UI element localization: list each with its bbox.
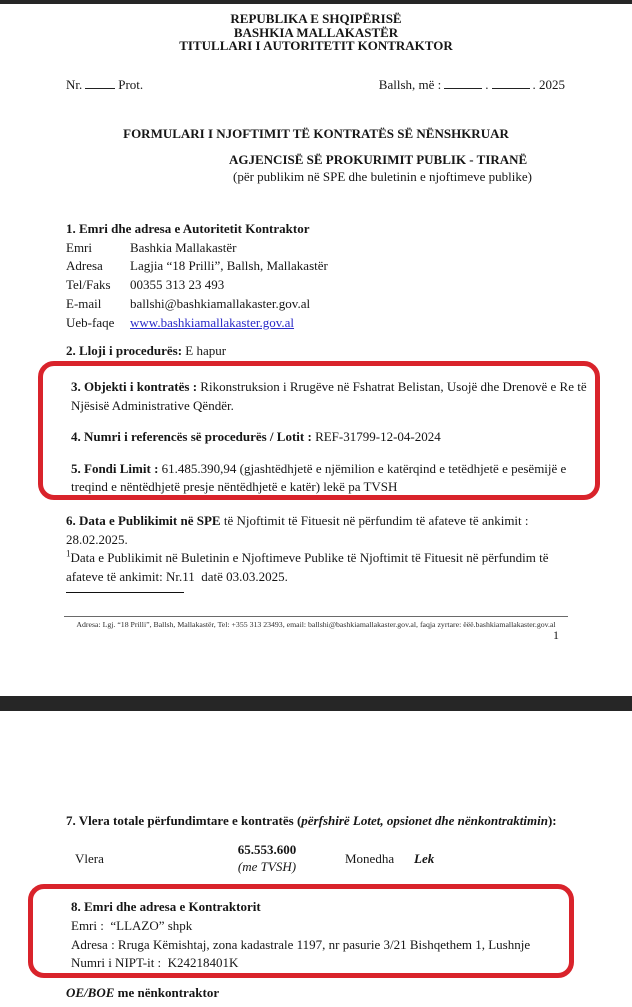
contractor-name-line: Emri : “LLAZO” shpk bbox=[71, 917, 193, 933]
agency-block bbox=[229, 152, 532, 185]
section-3-contract-object bbox=[71, 378, 589, 415]
contractor-address-line: Adresa : Rruga Këmishtaj, zona kadastrale 1197, nr pasurie 3/21 Bishqethem 1, Lushnje bbox=[71, 936, 531, 952]
section-2-label: 2. Lloji i procedurës: bbox=[66, 343, 183, 358]
protocol-number bbox=[66, 77, 143, 93]
protocol-row bbox=[66, 77, 565, 93]
section-6-publication-date bbox=[66, 512, 573, 587]
row-value: Lagjia “18 Prilli”, Ballsh, Mallakastër bbox=[130, 258, 328, 274]
section-1-heading: 1. Emri dhe adresa e Autoritetit Kontraktor bbox=[66, 221, 310, 236]
section-7-parenthetical: përfshirë Lotet, opsionet dhe nënkontraktimin bbox=[301, 813, 548, 828]
red-annotation-box-section-8 bbox=[28, 884, 574, 978]
header-authority-line: TITULLARI I AUTORITETIT KONTRAKTOR bbox=[179, 38, 453, 53]
section-3-value: Rikonstruksion i Rrugëve në Fshatrat Belistan, Usojë dhe Drenovë e Re të Njësisë Administrative Qëndër. bbox=[71, 379, 587, 413]
agency-title: AGJENCISË SË PROKURIMIT PUBLIK - TIRANË bbox=[229, 152, 528, 167]
currency-label: Monedha bbox=[345, 851, 395, 866]
section-3-label: 3. Objekti i kontratës : bbox=[71, 379, 198, 394]
section-6-label: 6. Data e Publikimit në SPE bbox=[66, 513, 221, 528]
authority-row-emri bbox=[66, 239, 586, 258]
oe-boe-subcontractor-line bbox=[66, 985, 219, 1001]
contract-value-block bbox=[210, 841, 324, 875]
section-5-label: 5. Fondi Limit : bbox=[71, 460, 159, 476]
row-value: Bashkia Mallakastër bbox=[130, 239, 237, 255]
form-title: FORMULARI I NJOFTIMIT TË KONTRATËS SË NËNSHKRUAR bbox=[123, 126, 509, 141]
date-dot: . bbox=[485, 77, 489, 92]
row-value: 00355 313 23 493 bbox=[130, 277, 225, 293]
red-box-1-content bbox=[43, 366, 595, 497]
oe-boe-rest: me nënkontraktor bbox=[114, 985, 220, 1000]
section-7-label-prefix: 7. Vlera totale përfundimtare e kontratës ( bbox=[66, 813, 302, 828]
row-label: Adresa bbox=[66, 258, 103, 274]
section-7-label-suffix: ): bbox=[547, 813, 557, 828]
red-annotation-box-sections-3-4-5 bbox=[38, 361, 600, 500]
section-2-procedure-type bbox=[66, 343, 226, 359]
section-6-value: të Njoftimit të Fituesit në përfundim të afateve të ankimit : 28.02.2025. bbox=[66, 513, 529, 547]
row-label: E-mail bbox=[66, 295, 102, 311]
date-year: . 2025 bbox=[532, 77, 565, 92]
city-date-prefix: Ballsh, më : bbox=[378, 77, 442, 92]
footnote-text: Data e Publikimit në Buletinin e Njoftimeve Publike të Njoftimit të Fituesit në përfundim të afateve të ankimit: Nr.11 datë 03.03.2025. bbox=[66, 550, 549, 585]
oe-boe-label: OE/BOE bbox=[66, 985, 115, 1000]
page-number: 1 bbox=[553, 628, 559, 642]
section-5-value: 61.485.390,94 (gjashtëdhjetë e njëmilion e katërqind e tetëdhjetë e pesëmijë e treqind e nëntëdhjetë presje nëntëdhjetë e katër) lekë pa TVSH bbox=[71, 460, 567, 494]
section-4-reference-number bbox=[71, 428, 589, 447]
footer-separator-line bbox=[64, 616, 568, 617]
section-6-footnote bbox=[66, 549, 573, 586]
section-6-main bbox=[66, 512, 573, 549]
footnote-separator-line bbox=[66, 592, 184, 593]
row-label: Tel/Faks bbox=[66, 277, 111, 293]
agency-subtitle: (për publikim në SPE dhe buletinin e njoftimeve publike) bbox=[233, 168, 532, 184]
red-box-2-content bbox=[33, 889, 569, 973]
row-label: Emri bbox=[66, 239, 92, 255]
section-2-value: E hapur bbox=[182, 343, 227, 358]
value-label: Vlera bbox=[75, 851, 104, 866]
authority-row-tel-faks bbox=[66, 276, 586, 295]
contractor-nipt-line: Numri i NIPT-it : K24218401K bbox=[71, 955, 239, 971]
page-break-separator-bar bbox=[0, 696, 632, 711]
protocol-nr-label: Nr. bbox=[66, 77, 83, 92]
section-1-contracting-authority bbox=[66, 220, 586, 332]
authority-row-email bbox=[66, 295, 586, 314]
header-republic-line: REPUBLIKA E SHQIPËRISË bbox=[230, 11, 402, 26]
currency-value: Lek bbox=[414, 851, 435, 866]
header-municipality-line: BASHKIA MALLAKASTËR bbox=[233, 24, 399, 40]
scan-top-edge-bar bbox=[0, 0, 632, 4]
contract-value-vat-note: (me TVSH) bbox=[237, 859, 297, 874]
authority-row-website bbox=[66, 314, 586, 333]
section-7-total-value-heading bbox=[66, 813, 606, 829]
section-8-heading: 8. Emri dhe adresa e Kontraktorit bbox=[71, 899, 261, 914]
page-footer-address: Adresa: Lgj. “18 Prilli”, Ballsh, Mallakastër, Tel: +355 313 23493, email: ballshi@bashkiamallakaster.gov.al, faqja zyrtare: ëëë.bashkiamallakaster.gov.al bbox=[76, 620, 556, 629]
authority-row-adresa bbox=[66, 257, 586, 276]
row-label: Ueb-faqe bbox=[66, 314, 115, 330]
contract-value-amount: 65.553.600 bbox=[237, 842, 297, 857]
website-link[interactable]: www.bashkiamallakaster.gov.al bbox=[130, 314, 295, 330]
footnote-marker: 1 bbox=[66, 549, 71, 560]
section-4-label: 4. Numri i referencës së procedurës / Lotit : bbox=[71, 429, 312, 444]
document-header bbox=[0, 12, 632, 53]
row-value: ballshi@bashkiamallakaster.gov.al bbox=[130, 295, 311, 311]
section-4-value: REF-31799-12-04-2024 bbox=[311, 429, 441, 444]
protocol-date bbox=[379, 77, 565, 93]
protocol-prot-label: Prot. bbox=[118, 77, 144, 92]
blank-line bbox=[85, 77, 115, 89]
blank-line bbox=[444, 77, 482, 89]
section-5-limit-fund bbox=[71, 460, 589, 497]
blank-line bbox=[492, 77, 530, 89]
